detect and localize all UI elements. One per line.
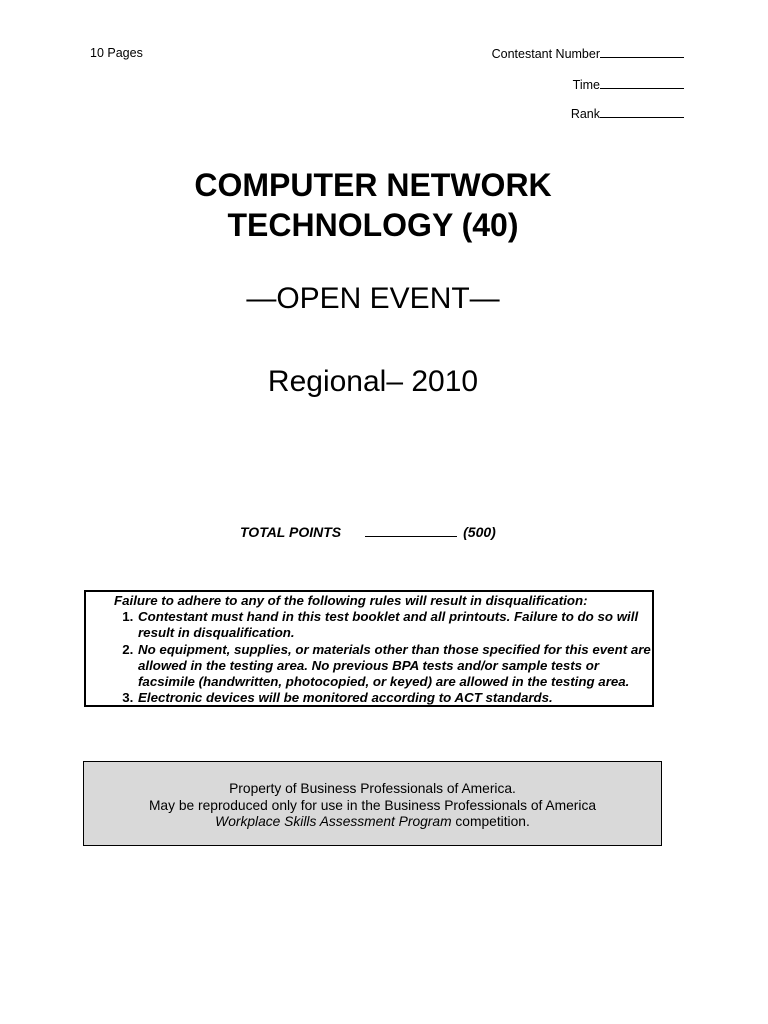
document-title (0, 165, 746, 245)
page-count: 10 Pages (90, 46, 143, 60)
property-line-3 (84, 814, 661, 831)
property-notice (83, 761, 662, 846)
rule-item-2: 2. No equipment, supplies, or materials other than those specified for this event are allowed in the testing area. No previous BPA tests and/or sample tests or facsimile (handwritten, photocopied, or keyed) are allowed in the testing area. (137, 642, 652, 691)
rank-blank (600, 106, 684, 118)
property-line-2: May be reproduced only for use in the Business Professionals of America (148, 797, 597, 813)
event-type: —OPEN EVENT— (246, 282, 500, 315)
contestant-number-field (492, 46, 684, 61)
property-line-3-rest: competition. (451, 814, 530, 829)
rules-box (84, 590, 654, 707)
rules-intro: Failure to adhere to any of the following rules will result in disqualification: (114, 593, 588, 608)
contestant-number-label: Contestant Number (491, 47, 600, 61)
program-name: Workplace Skills Assessment Program (215, 814, 452, 829)
total-points-max: (500) (463, 524, 496, 540)
rank-label: Rank (570, 107, 600, 121)
total-points-blank (365, 524, 457, 537)
title-line-2: TECHNOLOGY (40) (227, 207, 519, 243)
property-line-1: Property of Business Professionals of America. (229, 781, 516, 796)
title-line-1: COMPUTER NETWORK (194, 167, 552, 203)
rank-field (571, 106, 684, 121)
rule-item-1: 1. Contestant must hand in this test booklet and all printouts. Failure to do so will result in disqualification. (137, 609, 652, 641)
time-field (573, 77, 684, 92)
total-points (240, 524, 496, 540)
rules-list (86, 609, 652, 706)
rule-item-3: 3. Electronic devices will be monitored according to ACT standards. (137, 690, 652, 706)
contestant-number-blank (600, 46, 684, 58)
time-blank (600, 77, 684, 89)
regional-year: Regional– 2010 (267, 365, 479, 398)
total-points-label: TOTAL POINTS (240, 524, 342, 540)
time-label: Time (572, 78, 600, 92)
